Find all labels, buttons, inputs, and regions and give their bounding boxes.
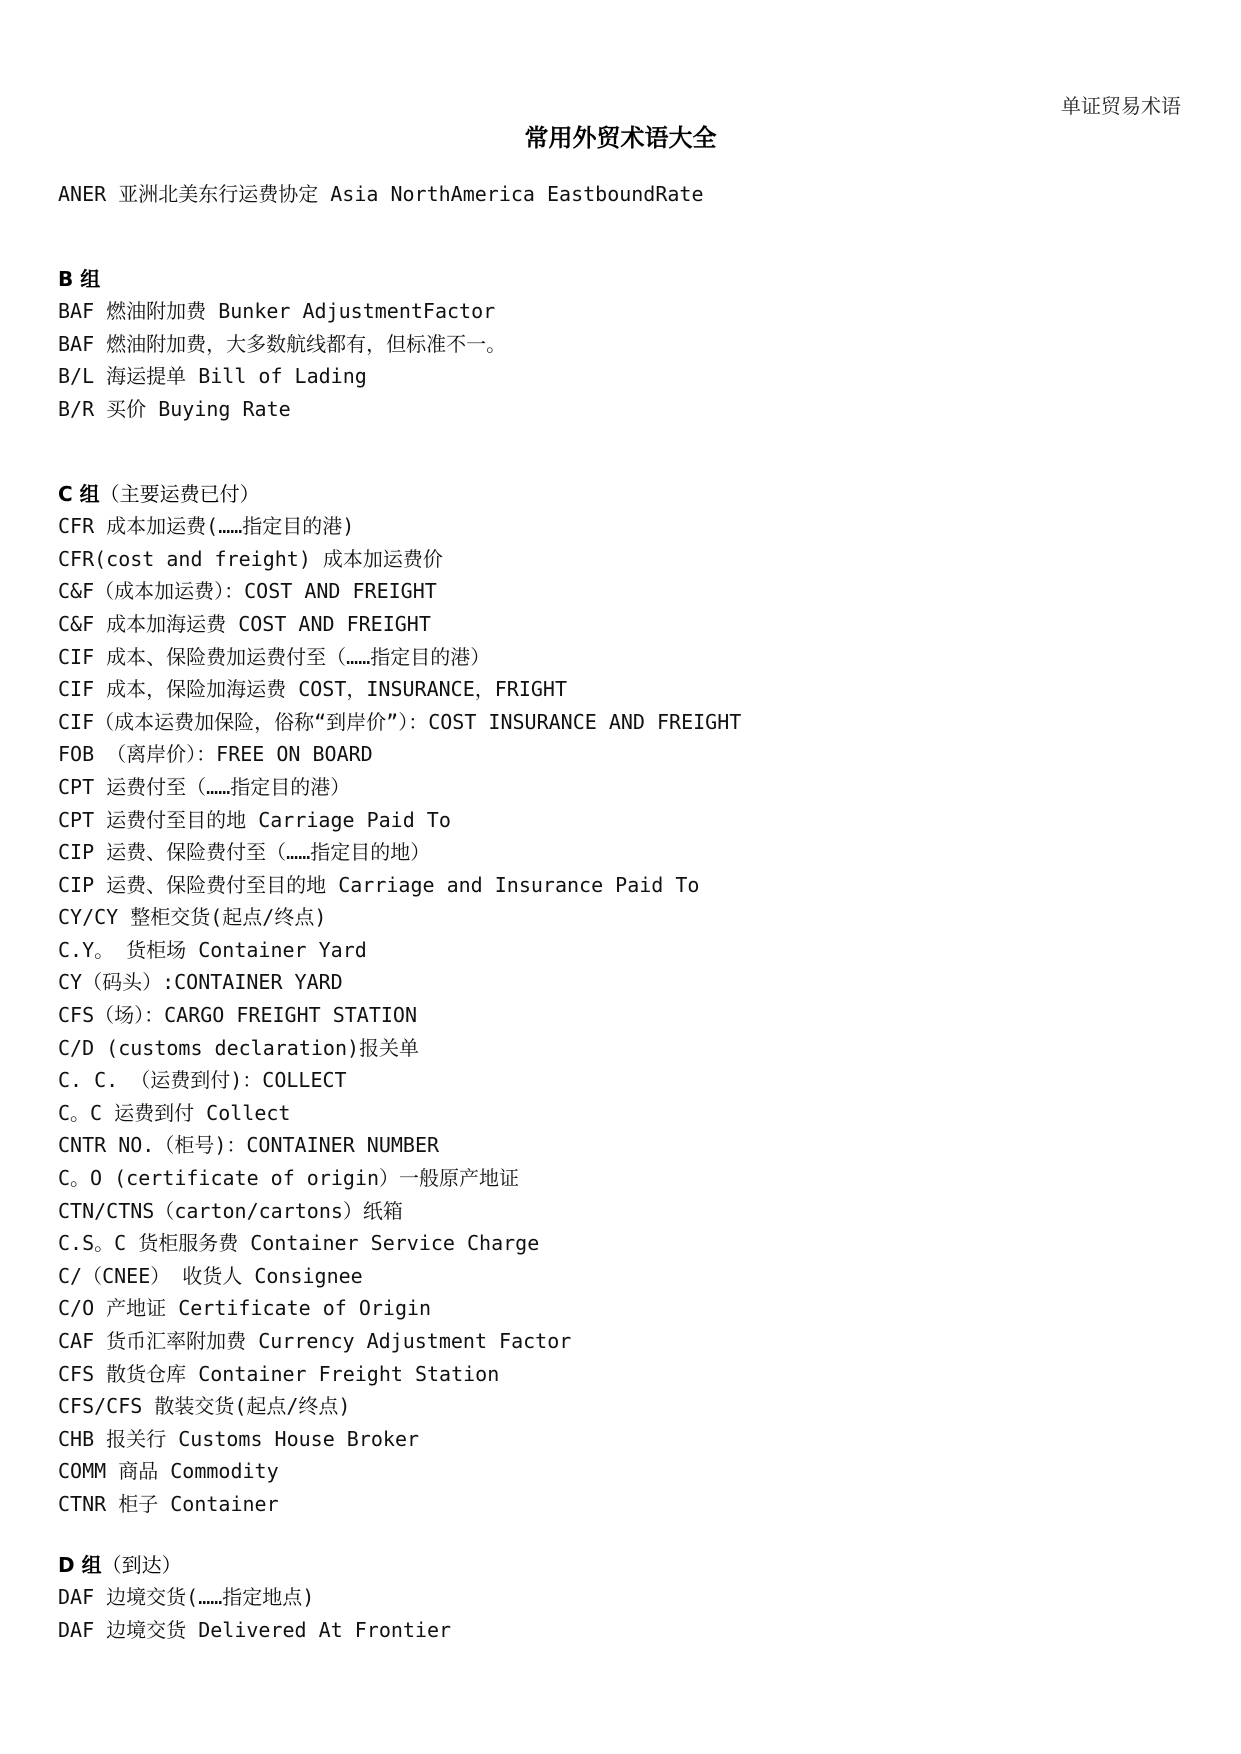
- term-line: C.Y。 货柜场 Container Yard: [58, 937, 367, 962]
- intro-line: ANER 亚洲北美东行运费协定 Asia NorthAmerica EastboundRate: [58, 182, 704, 206]
- term-line: C.S。C 货柜服务费 Container Service Charge: [58, 1231, 540, 1256]
- group-b-heading: [58, 263, 1178, 296]
- term-line: CHB 报关行 Customs House Broker: [58, 1426, 420, 1451]
- term-line: CPT 运费付至目的地 Carriage Paid To: [58, 807, 451, 832]
- group-title: B 组: [58, 266, 101, 291]
- group-title: C 组: [58, 481, 100, 506]
- term-line: DAF 边境交货 Delivered At Frontier: [58, 1617, 452, 1642]
- term-line: B/L 海运提单 Bill of Lading: [58, 364, 367, 389]
- term-line: DAF 边境交货(……指定地点): [58, 1585, 315, 1610]
- term-line: CTNR 柜子 Container: [58, 1491, 279, 1516]
- term-line: CFS（场）：CARGO FREIGHT STATION: [58, 1003, 417, 1028]
- group-c-heading: [58, 478, 1178, 511]
- group-title: D 组: [58, 1552, 102, 1577]
- document-title: 常用外贸术语大全: [524, 124, 717, 152]
- group-subtitle: （主要运费已付）: [99, 481, 260, 506]
- term-line: B/R 买价 Buying Rate: [58, 396, 291, 421]
- term-line: C&F（成本加运费）：COST AND FREIGHT: [58, 579, 437, 604]
- term-line: C/（CNEE） 收货人 Consignee: [58, 1263, 363, 1288]
- header-note: 单证贸易术语: [1061, 94, 1181, 118]
- group-subtitle: （到达）: [101, 1552, 182, 1577]
- term-line: CIF 成本，保险加海运费 COST，INSURANCE，FRIGHT: [58, 677, 567, 702]
- term-line: CIP 运费、保险费付至目的地 Carriage and Insurance Paid To: [58, 872, 700, 897]
- term-line: CIF（成本运费加保险，俗称“到岸价”）：COST INSURANCE AND FREIGHT: [58, 709, 742, 734]
- term-line: BAF 燃油附加费 Bunker AdjustmentFactor: [58, 299, 496, 324]
- term-line: CIF 成本、保险费加运费付至（……指定目的港）: [58, 644, 491, 669]
- term-line: C. C. （运费到付)：COLLECT: [58, 1068, 347, 1093]
- document-body: [58, 178, 1178, 1646]
- term-line: FOB （离岸价）：FREE ON BOARD: [58, 742, 373, 767]
- term-line: CFR 成本加运费(……指定目的港): [58, 514, 355, 539]
- group-d-heading: [58, 1549, 1178, 1582]
- term-line: CNTR NO.（柜号)：CONTAINER NUMBER: [58, 1133, 440, 1158]
- term-line: C。O (certificate of origin）一般原产地证: [58, 1166, 520, 1191]
- term-line: CFS/CFS 散装交货(起点/终点): [58, 1394, 351, 1419]
- term-line: CPT 运费付至（……指定目的港）: [58, 774, 351, 799]
- term-line: CAF 货币汇率附加费 Currency Adjustment Factor: [58, 1329, 572, 1353]
- term-line: C/O 产地证 Certificate of Origin: [58, 1296, 432, 1321]
- term-line: COMM 商品 Commodity: [58, 1459, 279, 1484]
- term-line: CY（码头）:CONTAINER YARD: [58, 970, 343, 995]
- term-line: C。C 运费到付 Collect: [58, 1100, 291, 1125]
- term-line: CY/CY 整柜交货(起点/终点): [58, 905, 327, 930]
- term-line: BAF 燃油附加费，大多数航线都有，但标准不一。: [58, 331, 507, 356]
- term-line: CFR(cost and freight) 成本加运费价: [58, 546, 443, 571]
- term-line: C&F 成本加海运费 COST AND FREIGHT: [58, 611, 431, 636]
- term-line: CIP 运费、保险费付至（……指定目的地）: [58, 840, 431, 865]
- term-line: C/D (customs declaration)报关单: [58, 1035, 420, 1060]
- term-line: CTN/CTNS（carton/cartons）纸箱: [58, 1198, 403, 1223]
- term-line: CFS 散货仓库 Container Freight Station: [58, 1361, 500, 1386]
